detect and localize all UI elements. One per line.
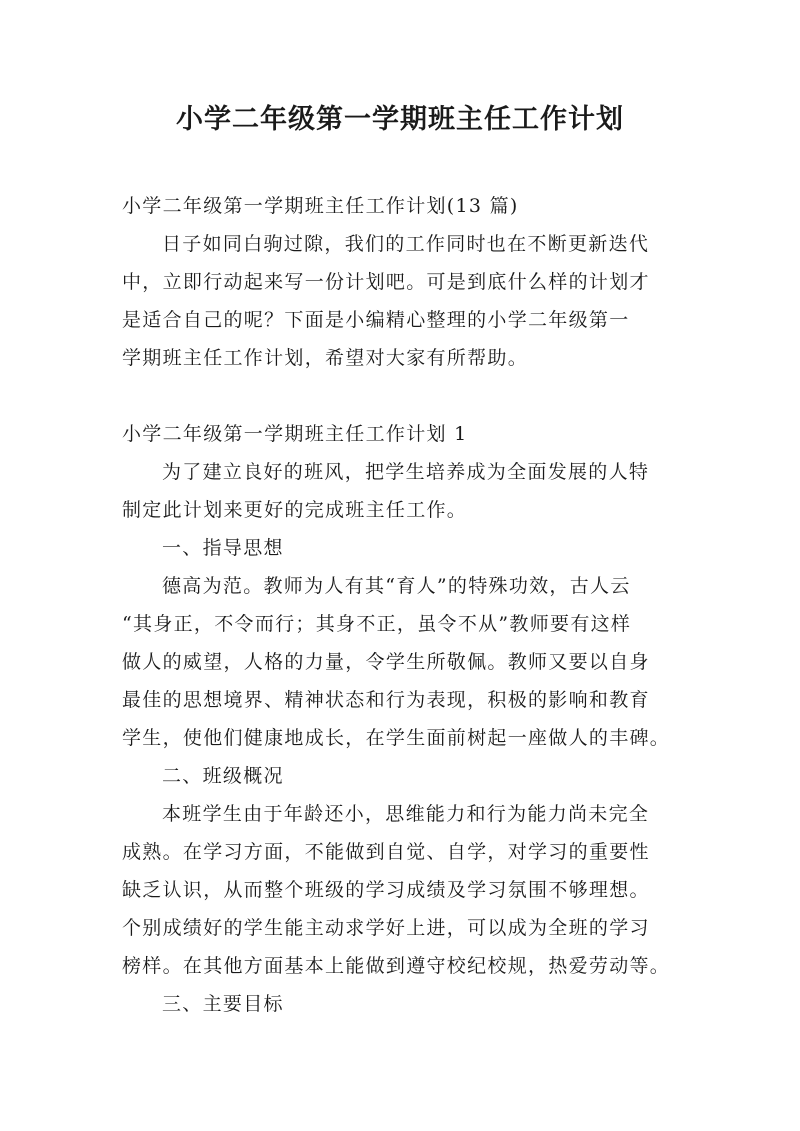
section1-line: “其身正，不令而行；其身不正，虽令不从”教师要有这样 — [122, 613, 632, 635]
section-heading-main-goals: 三、主要目标 — [162, 993, 284, 1015]
plan1-heading: 小学二年级第一学期班主任工作计划 1 — [122, 423, 468, 445]
section2-line: 成熟。在学习方面，不能做到自觉、自学，对学习的重要性 — [122, 841, 650, 863]
section1-line: 德高为范。教师为人有其“育人”的特殊功效，古人云 — [162, 575, 631, 597]
section-heading-guiding-thought: 一、指导思想 — [162, 537, 284, 559]
document-subtitle: 小学二年级第一学期班主任工作计划(13 篇) — [122, 195, 519, 217]
section1-line: 学生，使他们健康地成长，在学生面前树起一座做人的丰碑。 — [122, 727, 671, 749]
section2-line: 个别成绩好的学生能主动求学好上进，可以成为全班的学习 — [122, 917, 650, 939]
intro-line: 是适合自己的呢？下面是小编精心整理的小学二年级第一 — [122, 309, 630, 331]
intro-line: 中，立即行动起来写一份计划吧。可是到底什么样的计划才 — [122, 271, 650, 293]
document-body — [122, 187, 688, 1023]
intro-line: 学期班主任工作计划，希望对大家有所帮助。 — [122, 347, 529, 369]
plan1-intro-line: 为了建立良好的班风，把学生培养成为全面发展的人特 — [162, 461, 650, 483]
document-title: 小学二年级第一学期班主任工作计划 — [176, 104, 624, 135]
intro-line: 日子如同白驹过隙，我们的工作同时也在不断更新迭代 — [162, 233, 650, 255]
plan1-intro-line: 制定此计划来更好的完成班主任工作。 — [122, 499, 468, 521]
section2-line: 本班学生由于年龄还小，思维能力和行为能力尚未完全 — [162, 803, 650, 825]
section1-line: 做人的威望，人格的力量，令学生所敬佩。教师又要以自身 — [122, 651, 650, 673]
section2-line: 缺乏认识，从而整个班级的学习成绩及学习氛围不够理想。 — [122, 879, 650, 901]
section-heading-class-overview: 二、班级概况 — [162, 765, 284, 787]
section1-line: 最佳的思想境界、精神状态和行为表现，积极的影响和教育 — [122, 689, 650, 711]
section2-line: 榜样。在其他方面基本上能做到遵守校纪校规，热爱劳动等。 — [122, 955, 671, 977]
paragraph-spacer — [122, 377, 688, 415]
